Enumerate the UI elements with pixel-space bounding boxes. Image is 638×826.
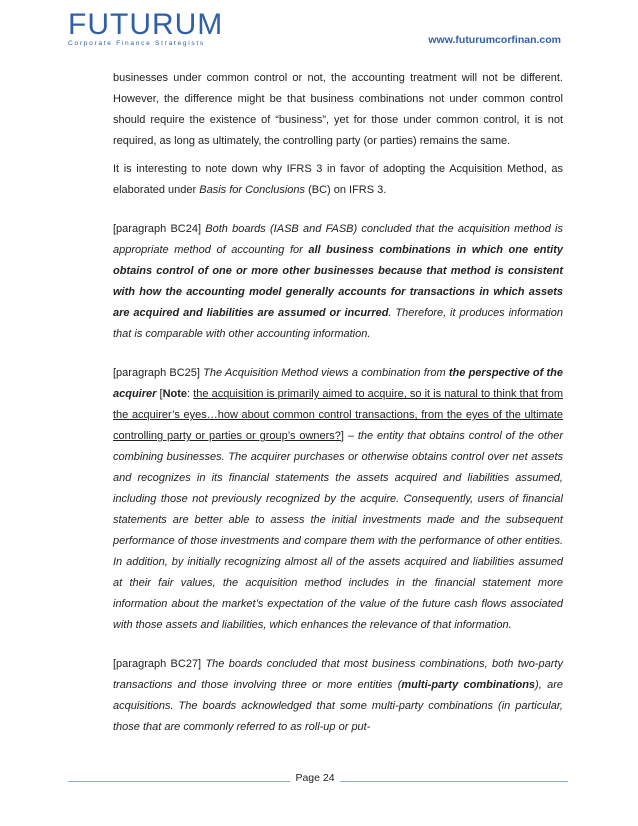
text-run-italic: the entity that obtains control of the other combining businesses. The acquirer purchases or otherwise obtains control over net assets and recognizes in its financial statements the assets acquired and liabilities assumed, including those not previously recognized by the acquire. Consequently, users of financial statements are better able to assess the initial investments made and the subsequent performance of those investments and compare them with the performance of other entities. In addition, by initially recognizing almost all of the assets acquired and liabilities assumed at their fair values, the acquisition method includes in the financial statement more information about the market’s expectation of the value of the future cash flows associated with those assets and liabilities, which enhances the relevance of that information. <box>113 430 563 631</box>
text-run-bold-italic: all business combinations in which one entity obtains control of one or more other businesses because that method is consistent with how the accounting model generally accounts for transactions in which assets are acquired and liabilities are assumed or incurred <box>113 244 564 319</box>
note-label: Note <box>162 388 188 400</box>
logo-wordmark: FUTURUM <box>68 8 224 41</box>
text-run: (BC) on IFRS 3. <box>305 184 387 196</box>
text-run-bold-italic: the perspective of the acquirer <box>113 367 563 400</box>
paragraph-bc24 <box>113 219 563 345</box>
text-run: It is interesting to note down why IFRS 3 in favor of adopting the Acquisition Method, as elaborated under <box>113 163 563 196</box>
paragraph-bc25 <box>113 363 563 636</box>
paragraph-ref: [paragraph BC24] <box>113 223 206 235</box>
text-run-italic: ), are acquisitions. The boards acknowledged that some multi-party combinations (in particular, those that are commonly referred to as roll-up or put- <box>113 679 563 733</box>
text-run: ] – <box>340 430 358 442</box>
page-body <box>113 68 563 738</box>
text-run-italic: The Acquisition Method views a combination from <box>203 367 449 379</box>
paragraph-intro: businesses under common control or not, the accounting treatment will not be different. However, the difference might be that business combinations not under common control should require the existence of “business”, yet for those under common control, it is not required, as long as ultimately, the controlling party (or parties) remains the same. <box>113 72 563 147</box>
logo-tagline: Corporate Finance Strategists <box>68 40 205 47</box>
footer-rule-right <box>340 781 568 782</box>
paragraph-bc27 <box>113 654 563 738</box>
note-text-underlined: the acquisition is primarily aimed to acquire, so it is natural to think that from the acquirer’s eyes…how about common control transactions, from the eyes of the ultimate controlling party or parties or group’s owners? <box>113 388 563 442</box>
page-number: Page 24 <box>295 772 335 784</box>
text-run-italic: Both boards (IASB and FASB) concluded that the acquisition method is appropriate method of accounting for <box>113 223 563 256</box>
paragraph-ifrs3 <box>113 159 563 201</box>
text-run-italic: Basis for Conclusions <box>199 184 306 196</box>
paragraph-ref: [paragraph BC27] <box>113 658 206 670</box>
text-run-bold-italic: multi-party combinations <box>401 679 536 691</box>
paragraph-ref: [paragraph BC25] <box>113 367 204 379</box>
text-run: [ <box>156 388 163 400</box>
text-run-italic: The boards concluded that most business combinations, both two-party transactions and those involving three or more entities ( <box>113 658 563 691</box>
text-run: : <box>187 388 194 400</box>
website-link[interactable]: www.futurumcorfinan.com <box>428 34 561 46</box>
company-logo <box>68 10 223 47</box>
footer-rule-left <box>68 781 290 782</box>
text-run-italic: . Therefore, it produces information that is comparable with other accounting information. <box>113 307 563 340</box>
